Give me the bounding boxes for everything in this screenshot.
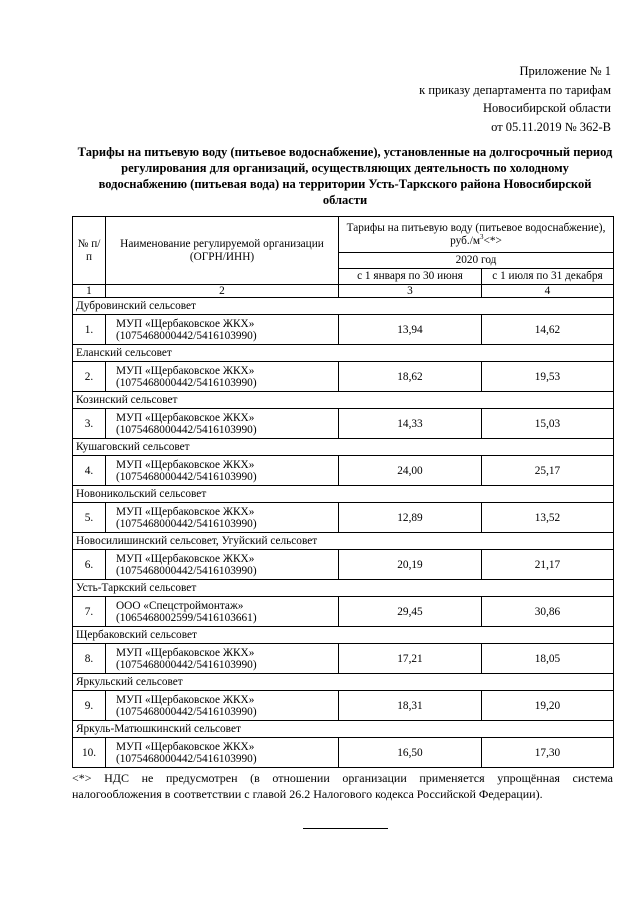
organization-ids: (1075468000442/5416103990) xyxy=(116,705,257,718)
section-row xyxy=(73,721,614,738)
header-tariff-sup: 3 xyxy=(479,232,484,241)
organization-name: МУП «Щербаковское ЖКХ» xyxy=(116,317,255,330)
tariffs-table-body xyxy=(73,298,614,768)
section-name: Яркуль-Матюшкинский сельсовет xyxy=(73,721,614,738)
section-row xyxy=(73,345,614,362)
row-number: 9. xyxy=(73,691,106,721)
section-row xyxy=(73,580,614,597)
section-row xyxy=(73,674,614,691)
tariff-h1: 13,94 xyxy=(339,315,482,345)
header-period-2: с 1 июля по 31 декабря xyxy=(482,269,614,285)
document-title: Тарифы на питьевую воду (питьевое водоснабжение), установленные на долгосрочный период регулирования для организаций, осуществляющих деятельность по холодному водоснабжению (питьевая вода) на территории Усть-Таркского района Новосибирской области xyxy=(77,145,613,207)
section-row xyxy=(73,392,614,409)
tariff-h2: 13,52 xyxy=(482,503,614,533)
organization-cell xyxy=(106,550,339,580)
tariff-h2: 15,03 xyxy=(482,409,614,439)
table-row xyxy=(73,315,614,345)
organization-name: МУП «Щербаковское ЖКХ» xyxy=(116,364,255,377)
organization-cell xyxy=(106,691,339,721)
table-row xyxy=(73,550,614,580)
organization-name: МУП «Щербаковское ЖКХ» xyxy=(116,693,255,706)
organization-name: ООО «Спецстроймонтаж» xyxy=(116,599,244,612)
row-number: 5. xyxy=(73,503,106,533)
column-number: 3 xyxy=(339,285,482,298)
organization-ids: (1075468000442/5416103990) xyxy=(116,752,257,765)
organization-ids: (1075468000442/5416103990) xyxy=(116,329,257,342)
section-name: Новосилишинский сельсовет, Угуйский сельсовет xyxy=(73,533,614,550)
organization-name: МУП «Щербаковское ЖКХ» xyxy=(116,552,255,565)
organization-cell xyxy=(106,597,339,627)
table-row xyxy=(73,409,614,439)
row-number: 7. xyxy=(73,597,106,627)
organization-cell xyxy=(106,738,339,768)
section-name: Кушаговский сельсовет xyxy=(73,439,614,456)
section-row xyxy=(73,533,614,550)
row-number: 3. xyxy=(73,409,106,439)
tariff-h2: 17,30 xyxy=(482,738,614,768)
row-number: 4. xyxy=(73,456,106,486)
organization-cell xyxy=(106,315,339,345)
organization-name: МУП «Щербаковское ЖКХ» xyxy=(116,646,255,659)
appendix-line-1: Приложение № 1 xyxy=(519,64,611,78)
tariff-h1: 24,00 xyxy=(339,456,482,486)
organization-ids: (1075468000442/5416103990) xyxy=(116,376,257,389)
table-row xyxy=(73,362,614,392)
tariff-h2: 19,20 xyxy=(482,691,614,721)
organization-ids: (1075468000442/5416103990) xyxy=(116,658,257,671)
table-row xyxy=(73,738,614,768)
tariff-h1: 17,21 xyxy=(339,644,482,674)
organization-name: МУП «Щербаковское ЖКХ» xyxy=(116,505,255,518)
section-row xyxy=(73,627,614,644)
section-name: Новоникольский сельсовет xyxy=(73,486,614,503)
row-number: 10. xyxy=(73,738,106,768)
row-number: 8. xyxy=(73,644,106,674)
table-row xyxy=(73,597,614,627)
organization-cell xyxy=(106,362,339,392)
tariff-h2: 19,53 xyxy=(482,362,614,392)
section-name: Яркульский сельсовет xyxy=(73,674,614,691)
header-num: № п/п xyxy=(73,217,106,285)
column-number: 4 xyxy=(482,285,614,298)
column-number: 2 xyxy=(106,285,339,298)
tariff-h1: 29,45 xyxy=(339,597,482,627)
table-row xyxy=(73,644,614,674)
section-name: Щербаковский сельсовет xyxy=(73,627,614,644)
section-row xyxy=(73,486,614,503)
organization-cell xyxy=(106,503,339,533)
footnote: <*> НДС не предусмотрен (в отношении организации применяется упрощённая система налогообложения в соответствии с главой 26.2 Налогового кодекса Российской Федерации). xyxy=(72,771,613,801)
separator-line xyxy=(303,828,388,829)
tariff-h1: 20,19 xyxy=(339,550,482,580)
column-number: 1 xyxy=(73,285,106,298)
appendix-reference xyxy=(419,62,611,136)
organization-name: МУП «Щербаковское ЖКХ» xyxy=(116,740,255,753)
tariff-h1: 16,50 xyxy=(339,738,482,768)
tariff-h1: 18,31 xyxy=(339,691,482,721)
table-row xyxy=(73,456,614,486)
table-row xyxy=(73,503,614,533)
appendix-line-2: к приказу департамента по тарифам xyxy=(419,82,611,97)
organization-name: МУП «Щербаковское ЖКХ» xyxy=(116,458,255,471)
tariff-h2: 25,17 xyxy=(482,456,614,486)
header-tariff-text: Тарифы на питьевую воду (питьевое водоснабжение), руб./м xyxy=(346,222,606,247)
organization-cell xyxy=(106,456,339,486)
header-tariff xyxy=(339,217,614,253)
row-number: 6. xyxy=(73,550,106,580)
organization-cell xyxy=(106,409,339,439)
header-period-1: с 1 января по 30 июня xyxy=(339,269,482,285)
tariff-h1: 14,33 xyxy=(339,409,482,439)
organization-ids: (1065468002599/5416103661) xyxy=(116,611,257,624)
organization-name: МУП «Щербаковское ЖКХ» xyxy=(116,411,255,424)
section-name: Дубровинский сельсовет xyxy=(73,298,614,315)
section-name: Усть-Таркский сельсовет xyxy=(73,580,614,597)
organization-ids: (1075468000442/5416103990) xyxy=(116,564,257,577)
section-name: Козинский сельсовет xyxy=(73,392,614,409)
tariff-h2: 18,05 xyxy=(482,644,614,674)
tariff-h1: 18,62 xyxy=(339,362,482,392)
organization-cell xyxy=(106,644,339,674)
section-row xyxy=(73,439,614,456)
appendix-line-3: Новосибирской области xyxy=(482,101,611,115)
tariff-h2: 21,17 xyxy=(482,550,614,580)
header-tariff-footnote-mark: <*> xyxy=(483,234,502,247)
organization-ids: (1075468000442/5416103990) xyxy=(116,470,257,483)
appendix-line-4: от 05.11.2019 № 362-В xyxy=(491,119,611,134)
organization-ids: (1075468000442/5416103990) xyxy=(116,423,257,436)
section-row xyxy=(73,298,614,315)
tariffs-table xyxy=(72,216,614,768)
tariff-h2: 14,62 xyxy=(482,315,614,345)
header-org: Наименование регулируемой организации (ОГРН/ИНН) xyxy=(106,217,339,285)
row-number: 1. xyxy=(73,315,106,345)
table-row xyxy=(73,691,614,721)
row-number: 2. xyxy=(73,362,106,392)
tariff-h1: 12,89 xyxy=(339,503,482,533)
organization-ids: (1075468000442/5416103990) xyxy=(116,517,257,530)
header-year: 2020 год xyxy=(339,253,614,269)
tariff-h2: 30,86 xyxy=(482,597,614,627)
section-name: Еланский сельсовет xyxy=(73,345,614,362)
